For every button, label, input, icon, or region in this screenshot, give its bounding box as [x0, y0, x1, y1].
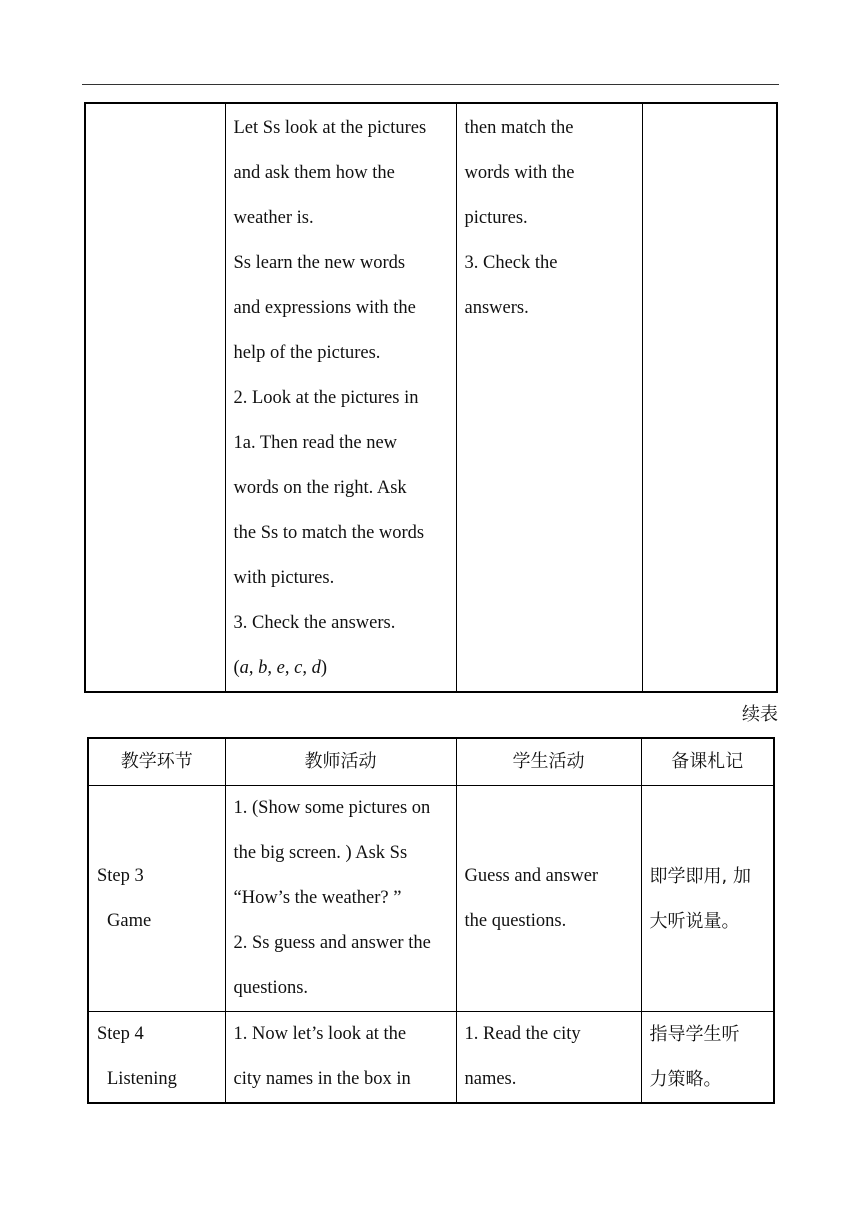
- text-line: then match the: [464, 118, 574, 138]
- text-line: and ask them how the: [233, 163, 395, 183]
- header-teacher-activity: 教师活动: [225, 738, 456, 786]
- text-line: 即学即用, 加: [649, 865, 751, 887]
- teacher-activity-cell: [225, 786, 456, 1012]
- text-line: Guess and answer: [464, 865, 599, 886]
- text-line: names.: [464, 1069, 517, 1089]
- text-line: 指导学生听: [649, 1024, 740, 1045]
- lesson-table-continued: [87, 737, 775, 1104]
- text-line: the big screen. ) Ask Ss: [233, 843, 408, 863]
- header-step: 教学环节: [88, 738, 225, 786]
- student-activity-cell: [456, 786, 641, 1012]
- header-row: [88, 738, 774, 786]
- text-line: 1. Read the city: [464, 1024, 581, 1044]
- text-line: 1. Now let’s look at the: [233, 1024, 407, 1044]
- text-line: 1a. Then read the new: [233, 433, 398, 453]
- text-line: 2. Look at the pictures in: [233, 388, 419, 408]
- table-row: [88, 1012, 774, 1104]
- step-number: Step 4: [97, 1024, 144, 1044]
- student-activity-cell: [456, 103, 642, 692]
- text-line: Ss learn the new words: [233, 253, 406, 273]
- step-number: Step 3: [97, 865, 144, 886]
- step-title: Game: [107, 910, 152, 931]
- text-line: weather is.: [233, 208, 314, 228]
- text-line: the Ss to match the words: [233, 523, 425, 543]
- header-student-activity: 学生活动: [456, 738, 641, 786]
- text-line: with pictures.: [233, 568, 335, 588]
- text-line: and expressions with the: [233, 298, 416, 318]
- table-row: [88, 786, 774, 1012]
- text-line: questions.: [233, 978, 309, 998]
- text-line: 2. Ss guess and answer the: [233, 933, 431, 953]
- text-line: answers.: [464, 298, 529, 318]
- notes-cell: [642, 103, 777, 692]
- text-line: words on the right. Ask: [233, 478, 407, 498]
- text-line: the questions.: [464, 910, 567, 931]
- text-line: 大听说量。: [649, 910, 740, 932]
- header-rule: [82, 84, 779, 85]
- text-line: 力策略。: [649, 1069, 722, 1090]
- text-line: 1. (Show some pictures on: [233, 798, 431, 818]
- teacher-activity-cell: [225, 1012, 456, 1104]
- continued-label: 续表: [742, 704, 778, 725]
- step-cell: [88, 1012, 225, 1104]
- table-row: [85, 103, 777, 692]
- text-line: pictures.: [464, 208, 528, 228]
- header-notes: 备课札记: [641, 738, 774, 786]
- text-line-answers: (a, b, e, c, d): [233, 658, 328, 678]
- text-line: 3. Check the answers.: [233, 613, 396, 633]
- text-line: 3. Check the: [464, 253, 558, 273]
- text-line: “How’s the weather? ”: [233, 888, 402, 908]
- step-cell: [88, 786, 225, 1012]
- text-line: Let Ss look at the pictures: [233, 118, 427, 138]
- student-activity-cell: [456, 1012, 641, 1104]
- text-line: city names in the box in: [233, 1069, 411, 1089]
- text-line: help of the pictures.: [233, 343, 381, 363]
- teacher-activity-cell: [225, 103, 456, 692]
- notes-cell: [641, 1012, 774, 1104]
- step-title: Listening: [107, 1069, 177, 1089]
- notes-cell: [641, 786, 774, 1012]
- step-cell: [85, 103, 225, 692]
- text-line: words with the: [464, 163, 575, 183]
- lesson-table-top: [84, 102, 778, 693]
